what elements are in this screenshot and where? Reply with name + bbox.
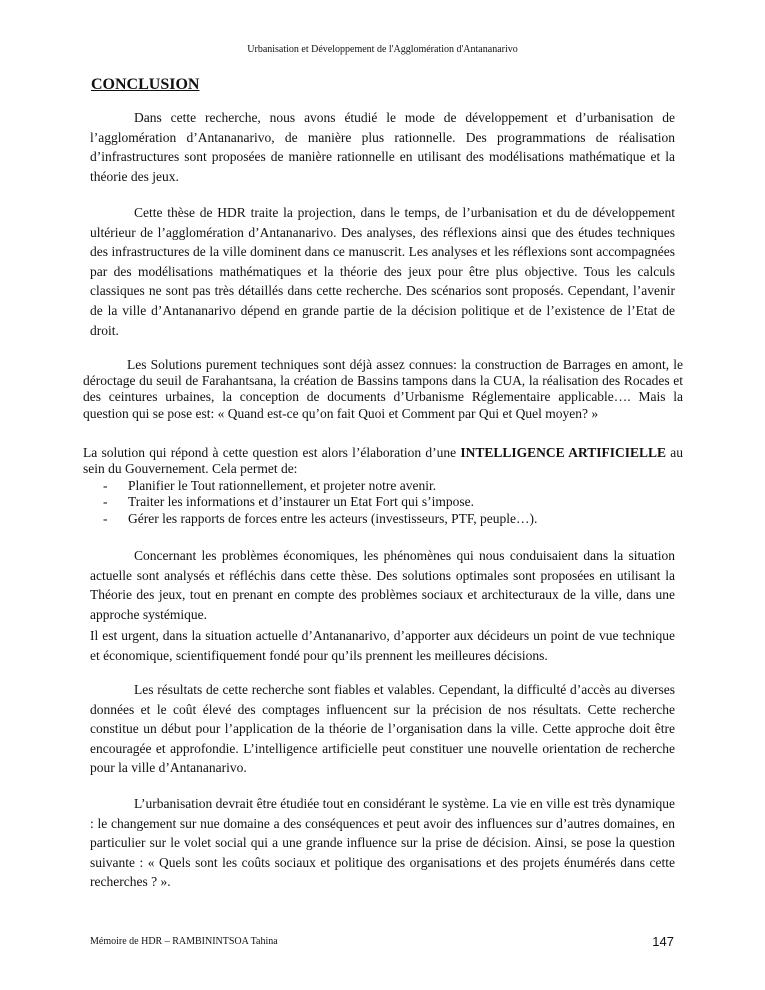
page-number: 147 [652,934,674,949]
bullet-list [83,478,683,527]
paragraph-2-text: Cette thèse de HDR traite la projection, dans le temps, de l’urbanisation et du de développement ultérieur de l’agglomération d’Antananarivo. Des analyses, des réflexions ainsi que des études techniques des infrastructures de la ville dominent dans ce manuscrit. Les analyses et les réflexions sont accompagnées par des modélisations mathématiques et la théorie des jeux pour être plus objective. Tous les calculs classiques ne sont pas très détaillés dans cette recherche. Des scénarios sont proposés. Cependant, l’avenir de la ville d’Antananarivo dépend en grande partie de la décision politique et de l’existence de l’Etat de droit. [90,205,675,338]
footer-author: Mémoire de HDR – RAMBININTSOA Tahina [90,936,278,947]
list-item [83,478,683,494]
paragraph-8 [90,794,675,892]
list-item-text: Planifier le Tout rationnellement, et projeter notre avenir. [128,478,437,493]
running-header: Urbanisation et Développement de l'Agglomération d'Antananarivo [247,44,518,55]
paragraph-4-text: La solution qui répond à cette question est alors l’élaboration d’une [83,445,461,460]
paragraph-1 [90,108,675,186]
paragraph-6 [90,626,675,665]
paragraph-3-text: Les Solutions purement techniques sont déjà assez connues: la construction de Barrages en amont, le déroctage du seuil de Farahantsana, la création de Bassins tampons dans la CUA, la réalisation des Rocades et des ceintures urbaines, la conception de documents d’Urbanisme Réglementaire applicable…. Mais la question qui se pose est: « Quand est-ce qu’on fait Quoi et Comment par Qui et Quel moyen? » [83,357,683,421]
list-item [83,494,683,510]
paragraph-7-text: Les résultats de cette recherche sont fiables et valables. Cependant, la difficulté d’accès au diverses données et le coût élevé des comptages influencent sur la précision de nos résultats. Cette recherche constitue un début pour l’application de la théorie de l’organisation dans la ville. Cette approche doit être encouragée et approfondie. L’intelligence artificielle peut constituer une nouvelle orientation de recherche pour la ville d’Antananarivo. [90,682,675,776]
bullet-marker: - [103,494,108,510]
paragraph-6-text: Il est urgent, dans la situation actuelle d’Antananarivo, d’apporter aux décideurs un point de vue technique et économique, scientifiquement fondé pour qu’ils prennent les meilleures décisions. [90,628,675,663]
paragraph-3 [83,357,683,422]
list-item [83,511,683,527]
ai-highlight: INTELLIGENCE ARTIFICIELLE [460,445,666,460]
paragraph-8-text: L’urbanisation devrait être étudiée tout en considérant le système. La vie en ville est très dynamique : le changement sur nue domaine a des conséquences et peut avoir des influences sur d’autres domaines, en particulier sur le volet social qui a une grande influence sur la prise de décision. Ainsi, se pose la question suivante : « Quels sont les coûts sociaux et politique des organisations et des projets énumérés dans cette recherches ? ». [90,796,675,890]
paragraph-4-tail: au sein du Gouvernement. Cela permet de: [83,445,683,477]
section-title: CONCLUSION [91,76,200,93]
bullet-marker: - [103,510,108,526]
bullet-marker: - [103,478,108,493]
list-item-text: Gérer les rapports de forces entre les acteurs (investisseurs, PTF, peuple…). [128,510,538,526]
paragraph-1-text: Dans cette recherche, nous avons étudié le mode de développement et d’urbanisation de l’agglomération d’Antananarivo, de manière plus rationnelle. Des programmations de réalisation d’infrastructures sont proposées de manière rationnelle en utilisant des modélisations mathématique et la théorie des jeux. [90,110,675,184]
list-item-text: Traiter les informations et d’instaurer un Etat Fort qui s’impose. [128,494,474,510]
paragraph-2 [90,203,675,340]
paragraph-5-text: Concernant les problèmes économiques, les phénomènes qui nous conduisaient dans la situation actuelle sont analysés et réfléchis dans cette thèse. Des solutions optimales sont proposées en utilisant la Théorie des jeux, tout en prenant en compte des problèmes sociaux et architecturaux de la ville, dans une approche systémique. [90,548,675,622]
paragraph-5 [90,546,675,624]
paragraph-7 [90,680,675,778]
paragraph-4 [83,445,683,477]
